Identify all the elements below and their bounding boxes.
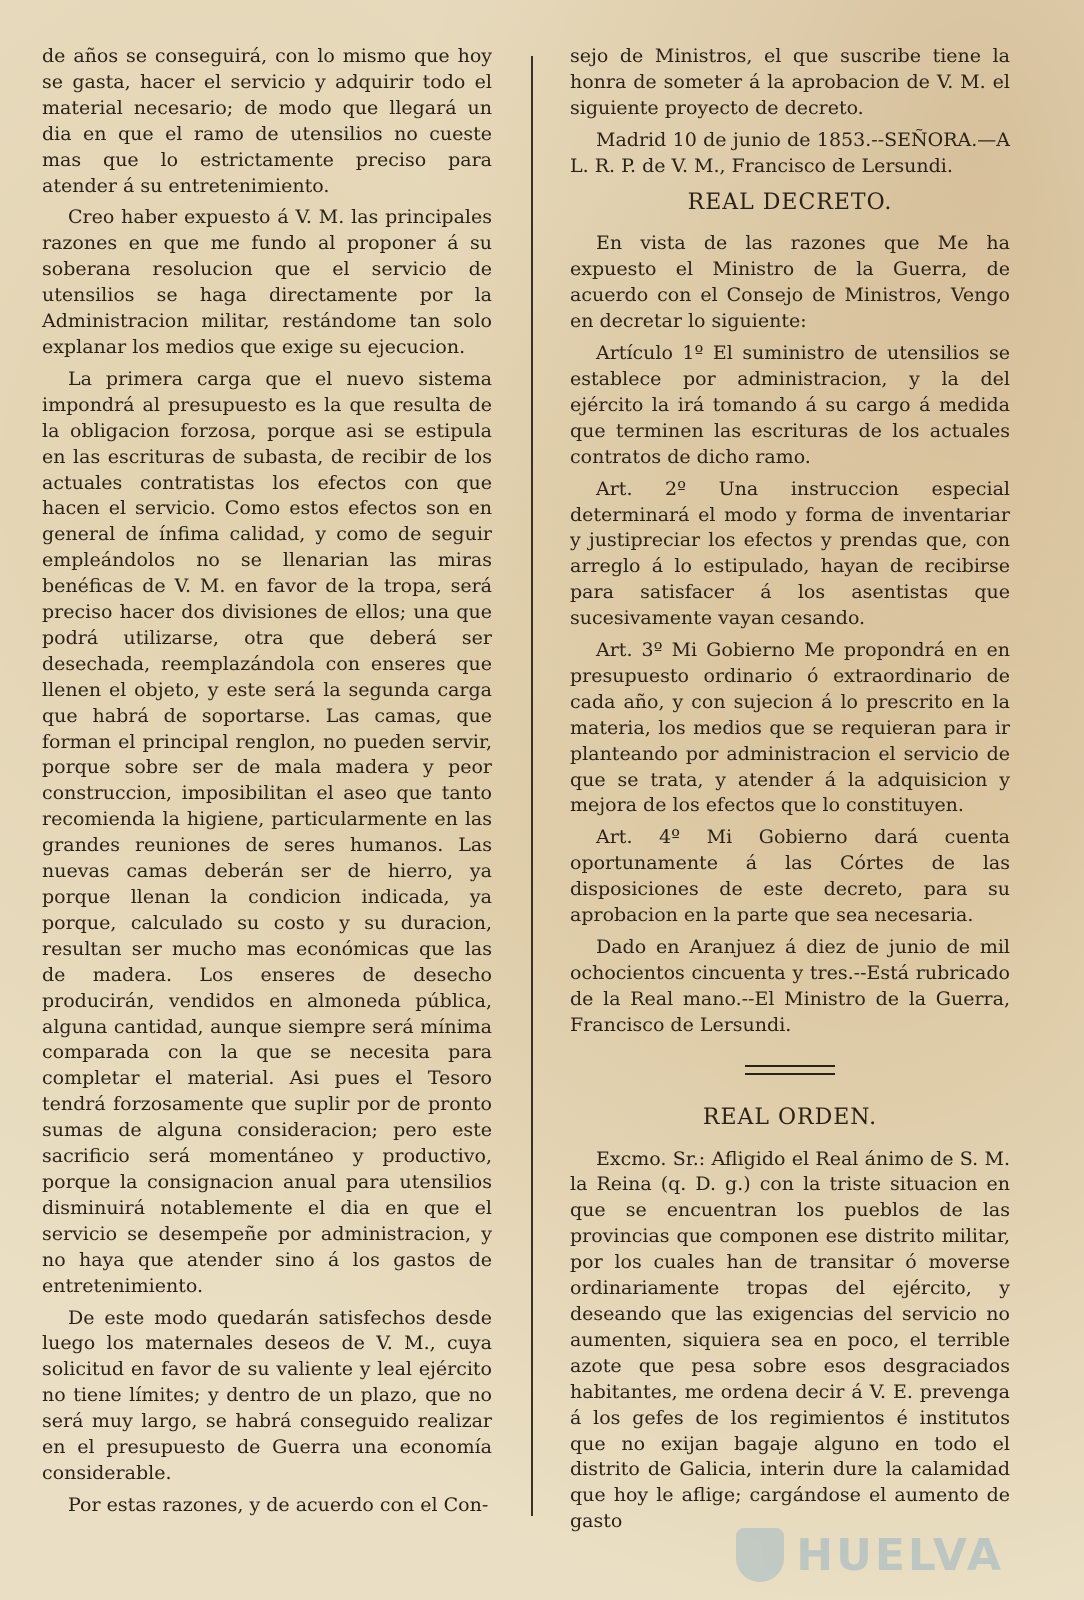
article: Art. 2º Una instruccion especial determinará el modo y forma de inventariar y justipreciar los efectos y prendas que, con arreglo á lo estipulado, hayan de recibirse para satisfacer á los asentistas que sucesivamente vayan cesando. bbox=[570, 477, 1010, 630]
paragraph: de años se conseguirá, con lo mismo que hoy se gasta, hacer el servicio y adquirir todo el material necesario; de modo que llegará un dia en que el ramo de utensilios no cueste mas que lo estrictamente preciso para atender á su entretenimiento. bbox=[42, 45, 492, 197]
article: Art. 4º Mi Gobierno dará cuenta oportunamente á las Córtes de las disposiciones de este decreto, para su aprobacion en la parte que sea necesaria. bbox=[570, 826, 1010, 927]
column-divider bbox=[531, 56, 533, 1516]
watermark-text: HUELVA bbox=[796, 1529, 1004, 1581]
paragraph: Por estas razones, y de acuerdo con el Con- bbox=[68, 1493, 489, 1516]
section-separator bbox=[745, 1065, 835, 1075]
decree-heading: REAL DECRETO. bbox=[687, 189, 893, 215]
paragraph: sejo de Ministros, el que suscribe tiene la honra de someter á la aprobacion de V. M. el siguiente proyecto de decreto. bbox=[570, 45, 1010, 119]
article: Art. 3º Mi Gobierno Me propondrá en en presupuesto ordinario ó extraordinario de cada año, y con sujecion á lo prescrito en la materia, los medios que se requieran para ir planteando por administracion el servicio de que se trata, y atender á la adquisicion y mejora de los efectos que lo constituyen. bbox=[570, 639, 1010, 817]
left-column bbox=[42, 44, 492, 1525]
paragraph: De este modo quedarán satisfechos desde luego los maternales deseos de V. M., cuya solicitud en favor de su valiente y leal ejército no tiene límites; y dentro de un plazo, que no será muy largo, se habrá conseguido realizar en el presupuesto de Guerra una economía considerable. bbox=[42, 1306, 492, 1484]
shield-icon bbox=[736, 1528, 784, 1582]
signature-paragraph: Dado en Aranjuez á diez de junio de mil ochocientos cincuenta y tres.--Está rubricado de la Real mano.--El Ministro de la Guerra, Francisco de Lersundi. bbox=[570, 936, 1010, 1036]
right-column bbox=[570, 44, 1010, 1541]
article: Artículo 1º El suministro de utensilios se establece por administracion, y la del ejército la irá tomando á su cargo á medida que terminen las escrituras de los actuales contratos de dicho ramo. bbox=[570, 342, 1010, 468]
date-line: Madrid 10 de junio de 1853.--SEÑORA.—A L. R. P. de V. M., Francisco de Lersundi. bbox=[570, 128, 1010, 177]
order-heading: REAL ORDEN. bbox=[702, 1104, 878, 1130]
paragraph: Excmo. Sr.: Afligido el Real ánimo de S. M. la Reina (q. D. g.) con la triste situacion en que se encuentran los pueblos de las provincias que componen ese distrito militar, por los cuales han de transitar ó moverse ordinariamente tropas del ejército, y deseando que las exigencias del servicio no aumenten, siquiera sea en poco, el terrible azote que pesa sobre esos desgraciados habitantes, me ordena decir á V. E. prevenga á los gefes de los regimientos é institutos que no exijan bagaje alguno en todo el distrito de Galicia, interin dure la calamidad que hoy le aflige; cargándose el aumento de gasto bbox=[570, 1147, 1010, 1533]
paragraph: Creo haber expuesto á V. M. las principales razones en que me fundo al proponer á su soberana resolucion que el servicio de utensilios se haga directamente por la Administracion militar, restándome tan solo explanar los medios que exige su ejecucion. bbox=[42, 206, 492, 358]
watermark bbox=[736, 1528, 1004, 1582]
paragraph: En vista de las razones que Me ha expuesto el Ministro de la Guerra, de acuerdo con el Consejo de Ministros, Vengo en decretar lo siguiente: bbox=[570, 232, 1010, 333]
paragraph: La primera carga que el nuevo sistema impondrá al presupuesto es la que resulta de la obligacion forzosa, porque asi se estipula en las escrituras de subasta, de recibir de los actuales contratistas los efectos con que hacen el servicio. Como estos efectos son en general de ínfima calidad, y como de seguir empleándolos no se llenarian las miras benéficas de V. M. en favor de la tropa, será preciso hacer dos divisiones de ellos; una que podrá utilizarse, otra que deberá ser desechada, reemplazándola con enseres que llenen el objeto, y este será la segunda carga que habrá de soportarse. Las camas, que forman el principal renglon, no pueden servir, porque sobre ser de mala madera y peor construccion, imposibilitan el aseo que tanto recomienda la higiene, particularmente en las grandes reuniones de seres humanos. Las nuevas camas deberán ser de hierro, ya porque llenan la condicion indicada, ya porque, calculado su costo y su duracion, resultan ser mucho mas económicas que las de madera. Los enseres de desecho producirán, vendidos en almoneda pública, alguna cantidad, aunque siempre será mínima comparada con la que se necesita para completar el material. Asi pues el Tesoro tendrá forzosamente que suplir por de pronto sumas de alguna consideracion; pero este sacrificio será momentáneo y productivo, porque la consignacion anual para utensilios disminuirá notablemente el dia en que el servicio se desempeñe por administracion, y no haya que atender sino á los gastos de entretenimiento. bbox=[42, 367, 492, 1297]
